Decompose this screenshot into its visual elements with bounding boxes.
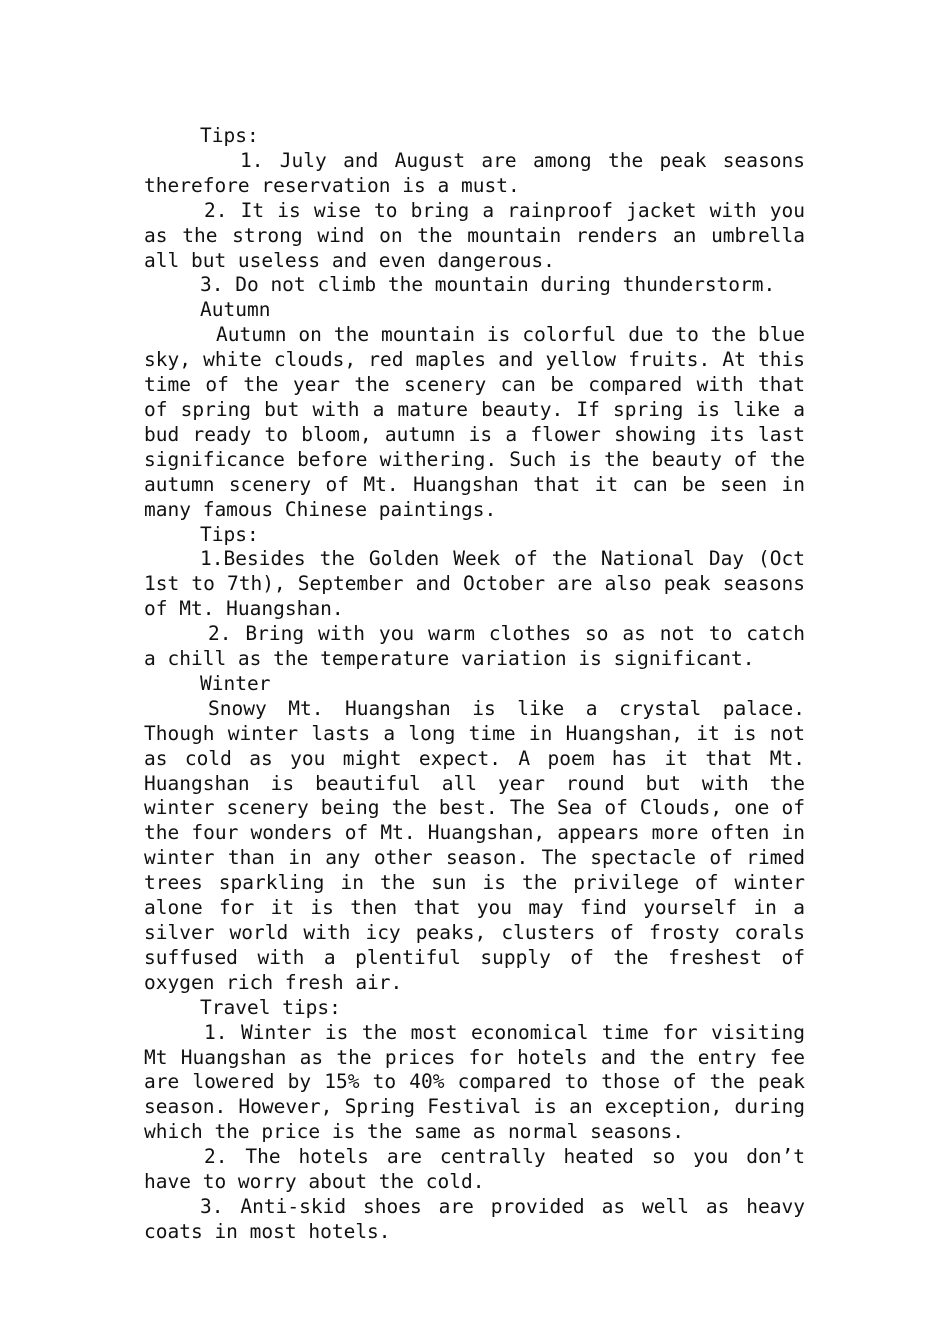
tip-paragraph: 3. Anti-skid shoes are provided as well as heavy coats in most hotels.	[144, 1194, 805, 1243]
winter-paragraph: Snowy Mt. Huangshan is like a crystal palace. Though winter lasts a long time in Huangshan, it is not as cold as you might expect. A poem has it that Mt. Huangshan is beautiful all year round but with the winter scenery being the best. The Sea of Clouds, one of the four wonders of Mt. Huangshan, appears more often in winter than in any other season. The spectacle of rimed trees sparkling in the sun is the privilege of winter alone for it is then that you may find yourself in a silver world with icy peaks, clusters of frosty corals suffused with a plentiful supply of the freshest of oxygen rich fresh air.	[144, 696, 805, 994]
autumn-paragraph: Autumn on the mountain is colorful due to the blue sky, white clouds, red maples and yellow fruits. At this time of the year the scenery can be compared with that of spring but with a mature beauty. If spring is like a bud ready to bloom, autumn is a flower showing its last significance before withering. Such is the beauty of the autumn scenery of Mt. Huangshan that it can be seen in many famous Chinese paintings.	[144, 323, 805, 521]
tip-paragraph: 2. It is wise to bring a rainproof jacket with you as the strong wind on the mountain renders an umbrella all but useless and even dangerous.	[144, 198, 805, 272]
tip-paragraph: 2. The hotels are centrally heated so you don’t have to worry about the cold.	[144, 1145, 805, 1194]
tips-heading: Tips:	[200, 124, 259, 147]
travel-tips-heading: Travel tips:	[200, 995, 341, 1019]
tip-paragraph: 2. Bring with you warm clothes so as not to catch a chill as the temperature variation is significant.	[144, 622, 805, 671]
tip-paragraph: 1. Winter is the most economical time for visiting Mt Huangshan as the prices for hotels and the entry fee are lowered by 15% to 40% compared to those of the peak season. However, Spring Festival is an exception, during which the price is the same as normal seasons.	[144, 1020, 805, 1144]
document-body	[144, 124, 805, 1245]
section-heading-autumn: Autumn	[200, 298, 271, 322]
tip-paragraph: 1.Besides the Golden Week of the National Day (Oct 1st to 7th), September and October are also peak seasons of Mt. Huangshan.	[144, 547, 805, 621]
tips-heading: Tips:	[200, 522, 259, 546]
tip-paragraph: 3. Do not climb the mountain during thunderstorm.	[200, 273, 776, 297]
section-heading-winter: Winter	[200, 671, 271, 695]
tip-paragraph: 1. July and August are among the peak seasons therefore reservation is a must.	[144, 148, 805, 197]
